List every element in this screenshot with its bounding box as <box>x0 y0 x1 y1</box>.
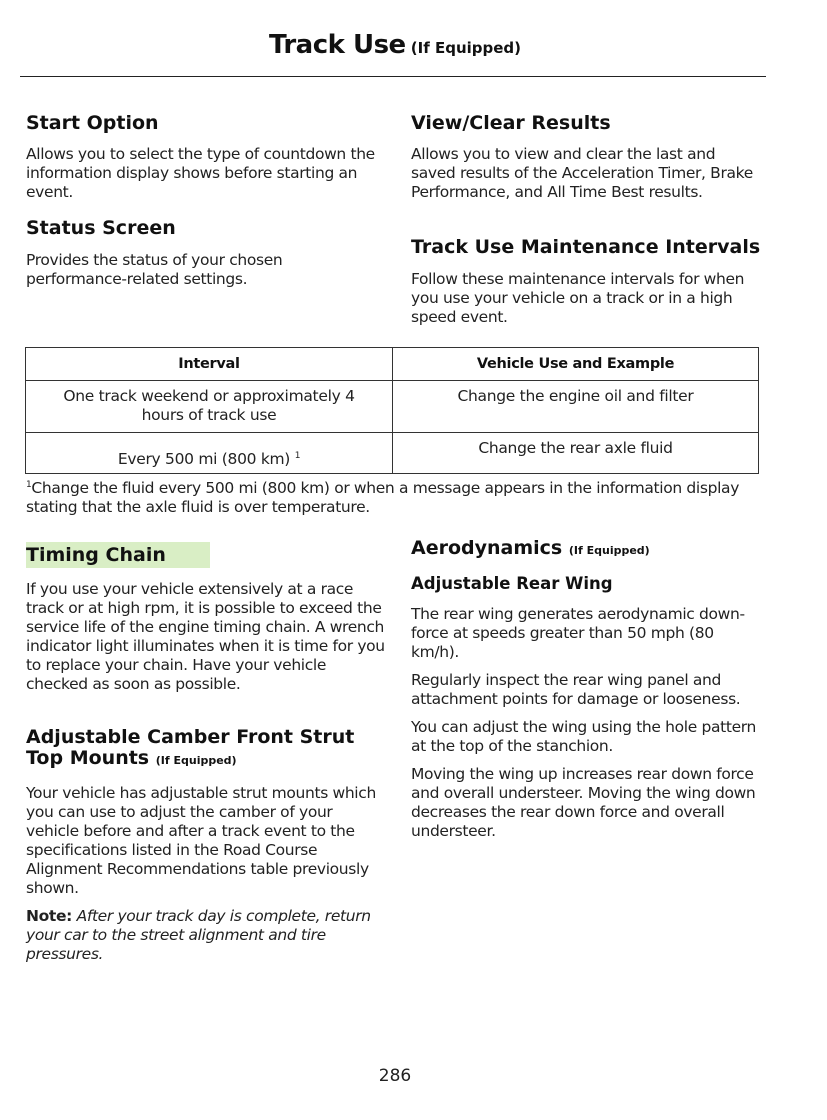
table-header-row <box>26 348 759 381</box>
table-cell: One track weekend or approximately 4 hours of track use <box>26 381 393 433</box>
view-clear-heading: View/Clear Results <box>411 112 611 134</box>
table-cell: Change the rear axle fluid <box>393 433 759 474</box>
footnote-text: Change the fluid every 500 mi (800 km) or when a message appears in the information display stating that the axle fluid is over temperature. <box>26 479 740 517</box>
camber-heading-line2: Top Mounts <box>26 747 150 769</box>
maintenance-section <box>411 237 761 327</box>
camber-body: Your vehicle has adjustable strut mounts which you can use to adjust the camber of your vehicle before and after a track event to the specifications listed in the Road Course Alignment Recommendations table previously shown. <box>26 784 376 897</box>
start-option-body: Allows you to select the type of countdown the information display shows before starting an event. <box>26 145 375 201</box>
view-clear-body: Allows you to view and clear the last and saved results of the Acceleration Timer, Brake Performance, and All Time Best results. <box>411 145 753 201</box>
camber-heading-line1: Adjustable Camber Front Strut <box>26 726 355 748</box>
table-cell <box>26 433 393 474</box>
camber-section <box>26 727 386 964</box>
aero-paragraph-2: Regularly inspect the rear wing panel and attachment points for damage or looseness. <box>411 671 741 708</box>
page-title-equipped: (If Equipped) <box>410 39 522 57</box>
timing-chain-heading <box>26 545 386 566</box>
aero-equipped: (If Equipped) <box>568 544 650 557</box>
table-cell: Change the engine oil and filter <box>393 381 759 433</box>
aero-paragraph-4: Moving the wing up increases rear down force and overall understeer. Moving the wing down decreases the rear down force and overall understeer. <box>411 765 756 840</box>
header-divider <box>20 76 766 77</box>
aero-paragraph-3: You can adjust the wing using the hole pattern at the top of the stanchion. <box>411 718 756 755</box>
table-cell-text: Every 500 mi (800 km) <box>117 450 291 468</box>
note-text: After your track day is complete, return your car to the street alignment and tire pressures. <box>26 907 371 963</box>
status-screen-section <box>26 218 386 289</box>
start-option-heading: Start Option <box>26 112 159 134</box>
table-header-vehicle-use: Vehicle Use and Example <box>393 348 759 381</box>
maintenance-heading: Track Use Maintenance Intervals <box>411 236 761 258</box>
footnote-marker: 1 <box>294 450 301 461</box>
maintenance-table <box>25 347 759 474</box>
page-header <box>0 30 790 60</box>
start-option-section <box>26 113 386 202</box>
camber-equipped: (If Equipped) <box>155 754 237 767</box>
camber-heading <box>26 727 386 771</box>
maintenance-body: Follow these maintenance intervals for when you use your vehicle on a track or in a high speed event. <box>411 270 745 326</box>
timing-chain-section <box>26 545 386 694</box>
aero-paragraph-1: The rear wing generates aerodynamic down-force at speeds greater than 50 mph (80 km/h). <box>411 605 745 661</box>
view-clear-section <box>411 113 761 202</box>
status-screen-body: Provides the status of your chosen performance-related settings. <box>26 251 283 288</box>
footnote-number: 1 <box>26 480 32 490</box>
status-screen-heading: Status Screen <box>26 217 176 239</box>
table-row <box>26 381 759 433</box>
table-row <box>26 433 759 474</box>
aerodynamics-section <box>411 538 761 841</box>
page-title: Track Use <box>268 30 406 60</box>
rear-wing-heading: Adjustable Rear Wing <box>411 574 613 593</box>
timing-chain-highlight: Timing Chain <box>26 542 210 568</box>
aero-heading-text: Aerodynamics <box>411 537 563 559</box>
table-header-interval: Interval <box>26 348 393 381</box>
timing-chain-body: If you use your vehicle extensively at a race track or at high rpm, it is possible to exceed the service life of the engine timing chain. A wrench indicator light illuminates when it is time for you to replace your chain. Have your vehicle checked as soon as possible. <box>26 580 385 693</box>
page-number: 286 <box>378 1066 412 1086</box>
table-footnote <box>26 476 766 517</box>
note-label: Note: <box>26 907 72 925</box>
note-paragraph <box>26 907 386 964</box>
aero-heading <box>411 538 761 561</box>
